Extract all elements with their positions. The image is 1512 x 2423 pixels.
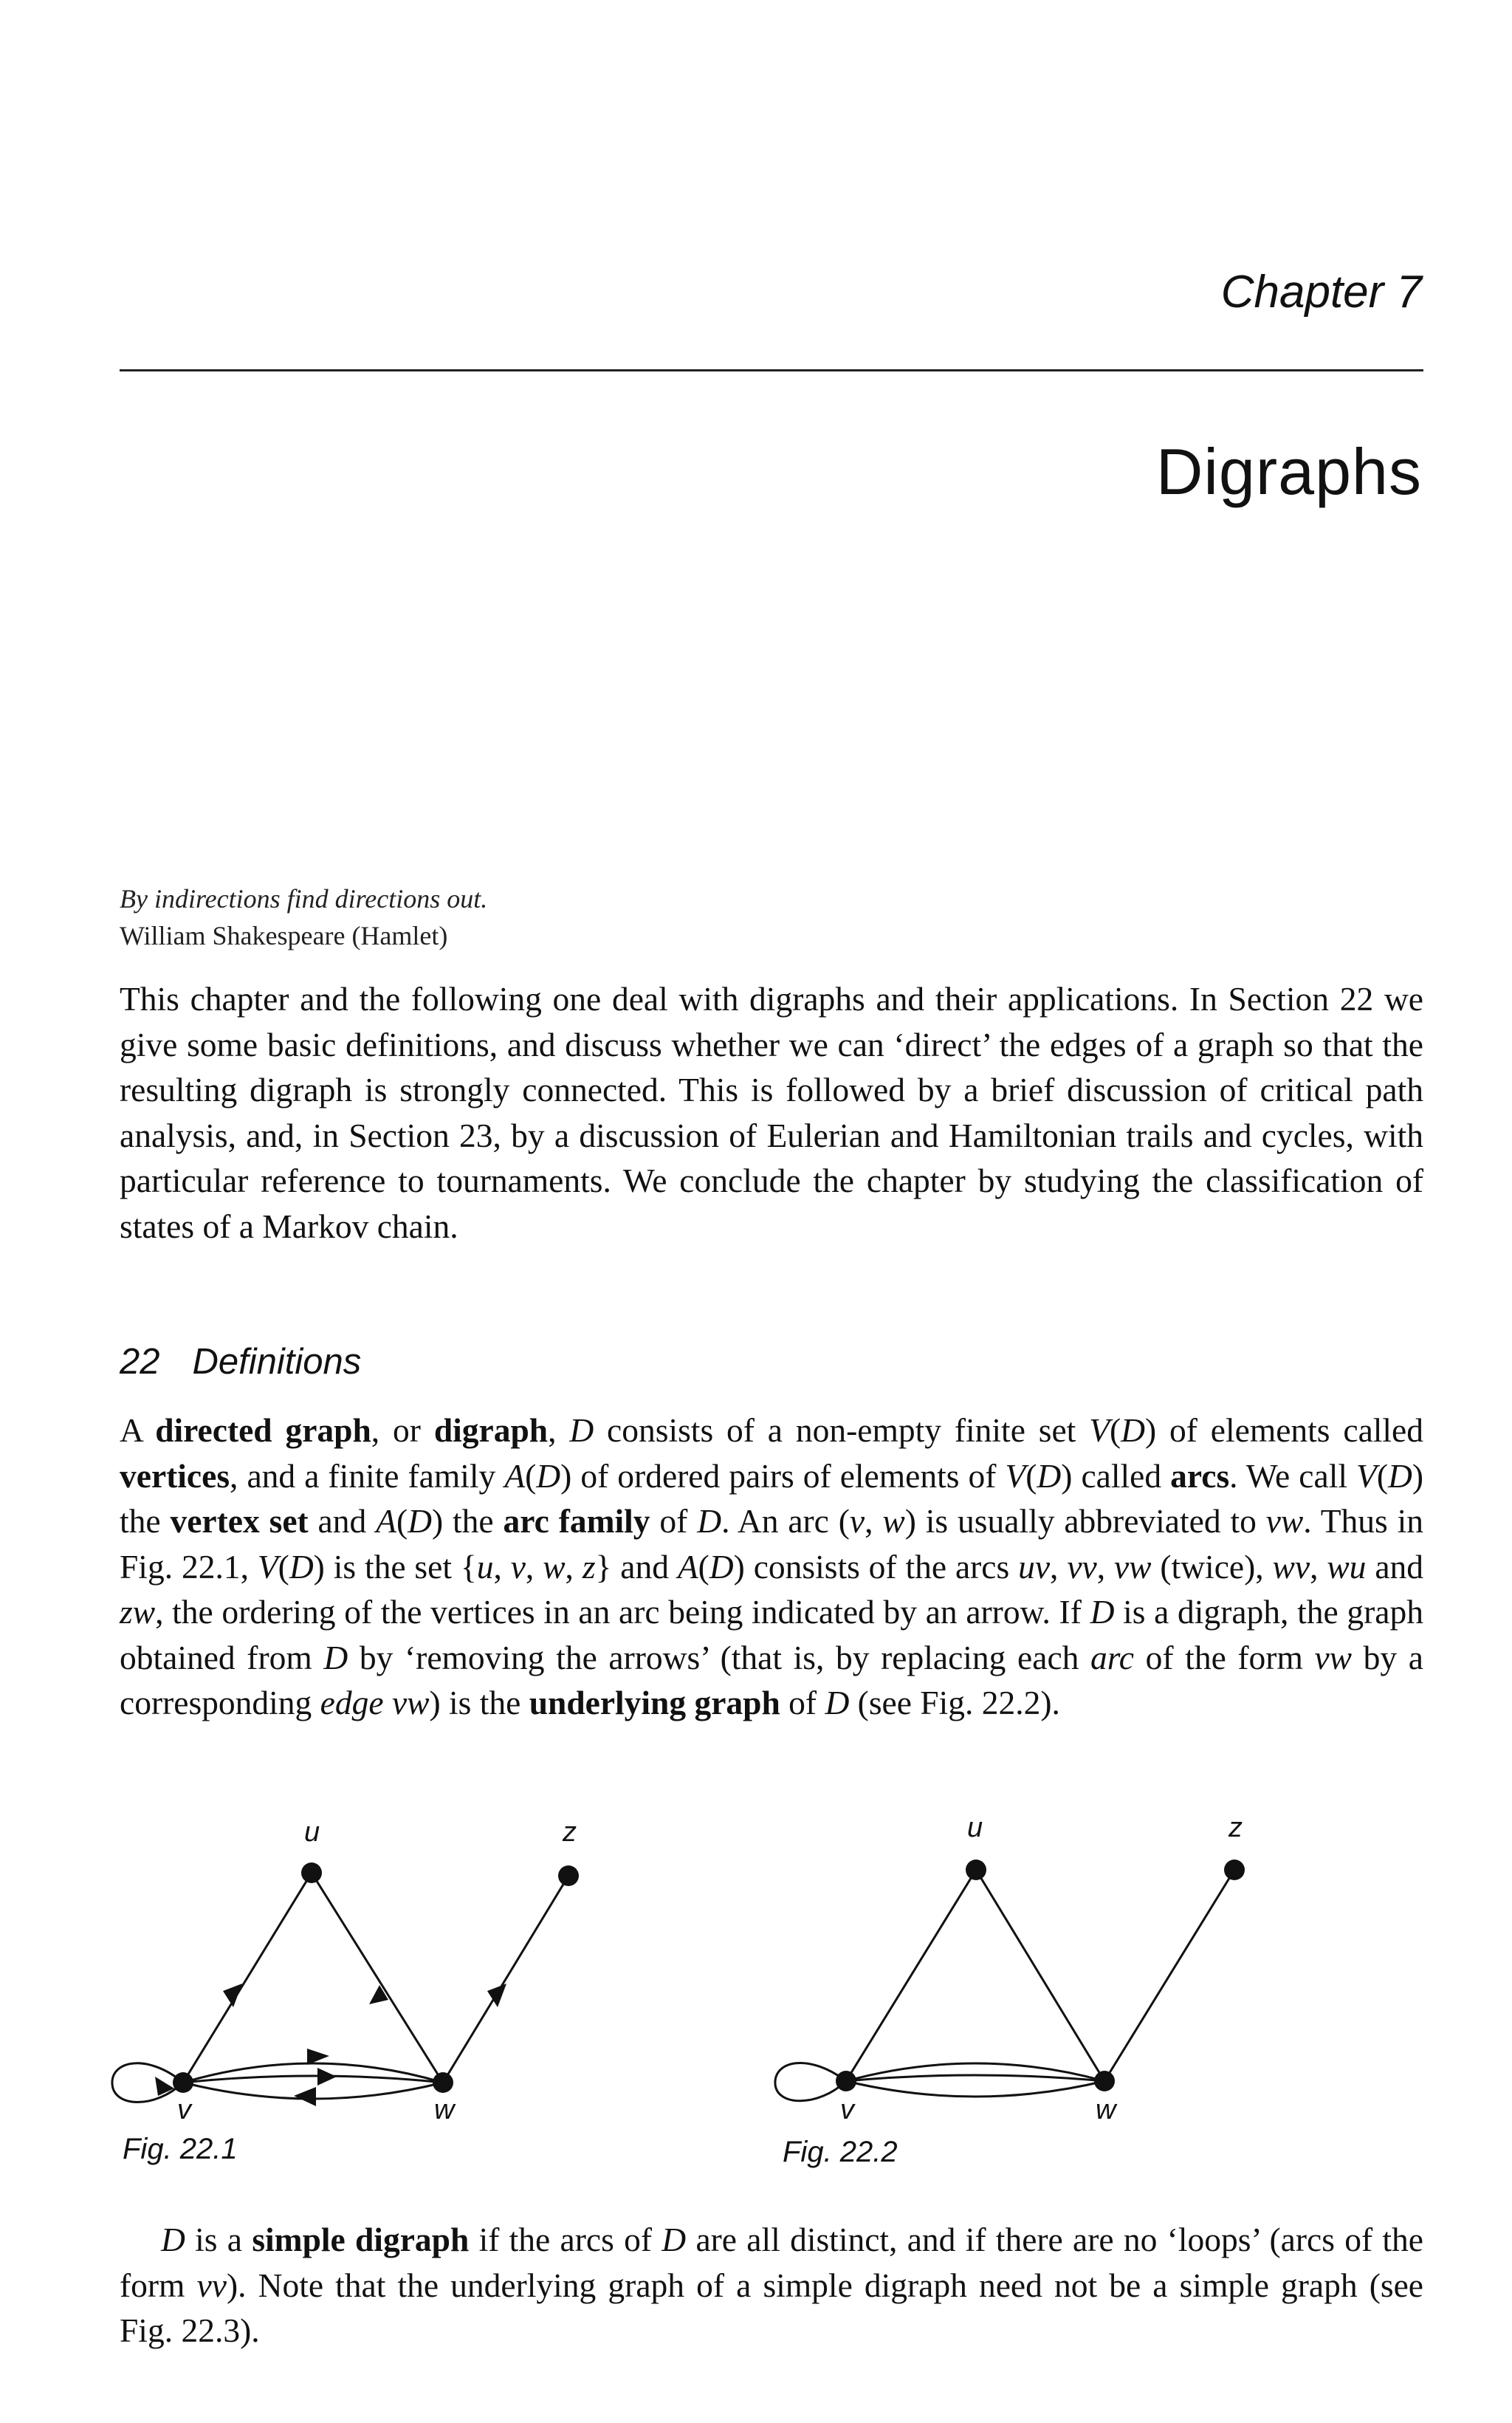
text-run: , bbox=[1310, 1547, 1327, 1586]
math-symbol: D bbox=[709, 1547, 734, 1586]
text-run: ). Note that the underlying graph of a simple digraph need not be a simple graph (see Fig. 22.3). bbox=[120, 2266, 1423, 2349]
math-symbol: uv bbox=[1018, 1547, 1051, 1586]
text-run: ( bbox=[278, 1547, 289, 1586]
text-run: if the arcs of bbox=[469, 2221, 662, 2258]
vertex-label-w: w bbox=[434, 2094, 455, 2125]
arrowhead-vw-2 bbox=[317, 2068, 337, 2086]
math-symbol: V bbox=[1005, 1456, 1026, 1495]
text-run: , and a finite family bbox=[230, 1456, 505, 1495]
text-run: , bbox=[548, 1411, 570, 1449]
math-symbol: D bbox=[697, 1502, 722, 1540]
math-symbol: D bbox=[1037, 1456, 1062, 1495]
definition-paragraph bbox=[120, 1408, 1423, 1726]
text-run: is a bbox=[185, 2221, 252, 2258]
vertex-label-v: v bbox=[840, 2094, 854, 2125]
defined-term: simple digraph bbox=[252, 2221, 470, 2258]
math-symbol: zw bbox=[120, 1593, 156, 1631]
vertex-label-u: u bbox=[304, 1817, 320, 1848]
figure-22-1 bbox=[103, 1802, 664, 2201]
math-symbol: D bbox=[569, 1411, 594, 1449]
math-symbol: z bbox=[582, 1547, 596, 1586]
vertex-w bbox=[433, 2072, 453, 2093]
chapter-title: Digraphs bbox=[1155, 435, 1422, 508]
arc-wu bbox=[312, 1873, 443, 2083]
figure-caption: Fig. 22.1 bbox=[123, 2133, 238, 2165]
math-symbol: D bbox=[825, 1684, 850, 1721]
math-symbol: D bbox=[536, 1456, 561, 1495]
section-heading bbox=[120, 1341, 361, 1382]
arc-vv-loop bbox=[112, 2063, 183, 2102]
text-run: ) the bbox=[431, 1502, 504, 1540]
text-run: ) is the bbox=[429, 1684, 529, 1721]
text-run: ( bbox=[1109, 1411, 1121, 1449]
text-run: ) of ordered pairs of elements of bbox=[560, 1456, 1006, 1495]
defined-term: arc family bbox=[503, 1502, 650, 1540]
text-run: of bbox=[780, 1684, 825, 1721]
text-run: ( bbox=[396, 1502, 408, 1540]
math-symbol: vw bbox=[1265, 1502, 1304, 1540]
math-symbol: w bbox=[882, 1502, 905, 1540]
text-run: . Thus in Fig. 22.1, bbox=[120, 1502, 1424, 1586]
text-run: ( bbox=[1025, 1456, 1037, 1495]
math-symbol: D bbox=[1090, 1593, 1115, 1631]
math-symbol: V bbox=[1089, 1411, 1110, 1449]
math-symbol: D bbox=[1387, 1456, 1412, 1495]
text-run: ) the bbox=[120, 1456, 1423, 1540]
text-run: and bbox=[1366, 1547, 1424, 1586]
text-run: , the ordering of the vertices in an arc being indicated by an arrow. If bbox=[155, 1593, 1090, 1631]
vertex-u bbox=[966, 1860, 986, 1880]
text-run: , bbox=[865, 1502, 883, 1540]
text-run: ) consists of the arcs bbox=[733, 1547, 1019, 1586]
text-run: ) called bbox=[1061, 1456, 1171, 1495]
text-run: are all distinct, and if there are no ‘loops’ (arcs of the form bbox=[120, 2221, 1423, 2304]
math-symbol: v bbox=[849, 1502, 865, 1540]
math-symbol: V bbox=[257, 1547, 278, 1586]
text-run: , bbox=[1050, 1547, 1068, 1586]
math-symbol: vv bbox=[196, 2266, 227, 2304]
text-run: and bbox=[308, 1502, 377, 1540]
arrowhead-wv bbox=[294, 2087, 316, 2106]
edge-uv bbox=[846, 1870, 976, 2081]
text-run: is a digraph, the graph obtained from bbox=[120, 1593, 1423, 1676]
defined-term: vertex set bbox=[170, 1502, 309, 1540]
math-symbol: vw bbox=[391, 1684, 430, 1721]
chapter-divider bbox=[120, 369, 1423, 371]
edge-vv-loop bbox=[775, 2063, 846, 2100]
math-symbol: A bbox=[504, 1456, 526, 1495]
text-run: , bbox=[525, 1547, 543, 1586]
intro-paragraph: This chapter and the following one deal with digraphs and their applications. In Section 22 we give some basic definitions, and discuss whether we can ‘direct’ the edges of a graph so that the resulting digraph is strongly connected. This is followed by a brief discussion of critical path analysis, and, in Section 23, by a discussion of Eulerian and Hamiltonian trails and cycles, with particular reference to tournaments. We conclude the chapter by studying the classification of states of a Markov chain. bbox=[120, 980, 1423, 1245]
chapter-label: Chapter 7 bbox=[1220, 267, 1422, 318]
math-symbol: u bbox=[476, 1547, 494, 1586]
text-run: ) is usually abbreviated to bbox=[904, 1502, 1266, 1540]
math-symbol: D bbox=[408, 1502, 432, 1540]
vertex-z bbox=[1224, 1860, 1245, 1880]
section-title: Definitions bbox=[192, 1342, 362, 1382]
arrowhead-wu bbox=[369, 1985, 388, 2004]
math-symbol: edge bbox=[320, 1684, 384, 1721]
epigraph-attribution: William Shakespeare (Hamlet) bbox=[120, 921, 448, 950]
math-symbol: D bbox=[662, 2221, 687, 2258]
text-run: ( bbox=[525, 1456, 537, 1495]
math-symbol: vw bbox=[1314, 1638, 1353, 1676]
vertex-label-u: u bbox=[967, 1812, 983, 1843]
edge-zw bbox=[1104, 1870, 1234, 2081]
defined-term: directed graph bbox=[155, 1411, 371, 1449]
vertex-v bbox=[173, 2072, 193, 2093]
text-run: by ‘removing the arrows’ (that is, by replacing each bbox=[348, 1638, 1091, 1676]
math-symbol: wu bbox=[1327, 1547, 1367, 1586]
defined-term: underlying graph bbox=[529, 1684, 780, 1721]
vertex-label-z: z bbox=[563, 1817, 577, 1848]
math-symbol: A bbox=[677, 1547, 698, 1586]
simple-digraph-paragraph bbox=[120, 2217, 1423, 2354]
text-run: . An arc ( bbox=[721, 1502, 850, 1540]
edge-uw bbox=[976, 1870, 1104, 2081]
vertex-v bbox=[836, 2071, 856, 2091]
math-symbol: v bbox=[510, 1547, 526, 1586]
text-run: , bbox=[565, 1547, 583, 1586]
arc-vw-2 bbox=[183, 2076, 443, 2083]
epigraph-quote: By indirections find directions out. bbox=[120, 884, 488, 914]
text-run: A bbox=[120, 1411, 156, 1449]
vertex-label-z: z bbox=[1228, 1812, 1243, 1843]
text-run: , bbox=[1096, 1547, 1114, 1586]
math-symbol: V bbox=[1356, 1456, 1377, 1495]
text-run: by a corresponding bbox=[120, 1638, 1423, 1721]
text-run: ( bbox=[698, 1547, 709, 1586]
math-symbol: A bbox=[376, 1502, 396, 1540]
arc-zw bbox=[443, 1876, 568, 2083]
math-symbol: D bbox=[161, 2221, 185, 2258]
section-number: 22 bbox=[120, 1342, 160, 1382]
defined-term: arcs bbox=[1170, 1456, 1230, 1495]
figure-22-2 bbox=[760, 1802, 1322, 2201]
math-symbol: D bbox=[289, 1547, 314, 1586]
text-run: of the form bbox=[1134, 1638, 1315, 1676]
vertex-w bbox=[1094, 2071, 1115, 2091]
text-run: } and bbox=[595, 1547, 678, 1586]
math-symbol: vw bbox=[1113, 1547, 1152, 1586]
math-symbol: wv bbox=[1272, 1547, 1310, 1586]
math-symbol: D bbox=[323, 1638, 348, 1676]
edge-vw-3 bbox=[846, 2081, 1104, 2097]
edge-vw-2 bbox=[846, 2075, 1104, 2081]
text-run: (twice), bbox=[1151, 1547, 1273, 1586]
text-run: ( bbox=[1376, 1456, 1388, 1495]
text-run: (see Fig. 22.2). bbox=[849, 1684, 1060, 1721]
vertex-label-w: w bbox=[1096, 2094, 1116, 2125]
text-run: ) is the set { bbox=[313, 1547, 477, 1586]
text-run: ) of elements called bbox=[1145, 1411, 1424, 1449]
text-run: of bbox=[650, 1502, 698, 1540]
math-symbol: w bbox=[543, 1547, 566, 1586]
text-run bbox=[384, 1684, 392, 1721]
vertex-label-v: v bbox=[177, 2094, 191, 2125]
epigraph bbox=[120, 880, 487, 954]
math-symbol: D bbox=[1121, 1411, 1145, 1449]
math-symbol: arc bbox=[1090, 1638, 1134, 1676]
vertex-u bbox=[301, 1862, 322, 1883]
arc-uv bbox=[183, 1873, 312, 2083]
math-symbol: vv bbox=[1067, 1547, 1097, 1586]
defined-term: digraph bbox=[433, 1411, 549, 1449]
figure-caption: Fig. 22.2 bbox=[783, 2136, 898, 2168]
text-run: , bbox=[493, 1547, 511, 1586]
arrowhead-uv bbox=[223, 1984, 242, 2007]
text-run: consists of a non-empty finite set bbox=[594, 1411, 1090, 1449]
text-run: . We call bbox=[1229, 1456, 1357, 1495]
vertex-z bbox=[558, 1865, 579, 1886]
text-run: , or bbox=[371, 1411, 434, 1449]
defined-term: vertices bbox=[120, 1456, 230, 1495]
